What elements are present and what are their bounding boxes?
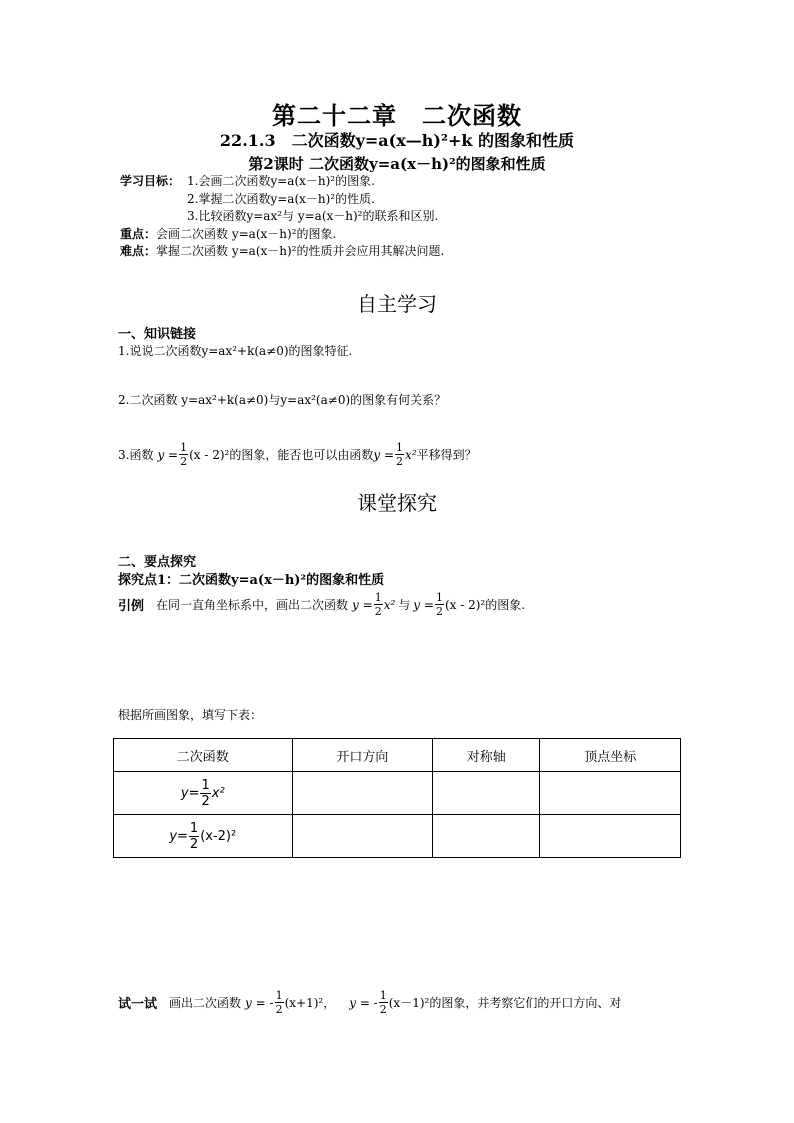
equation-y: y = bbox=[413, 597, 434, 612]
table-row bbox=[114, 815, 681, 858]
section-title: 22.1.3 二次函数y=a(x—h)²+k 的图象和性质 bbox=[219, 131, 575, 150]
key-point-text: 会画二次函数 y=a(x－h)²的图象. bbox=[156, 226, 337, 241]
answer-cell[interactable] bbox=[292, 772, 433, 815]
expression-x-minus-2: (x - 2)² bbox=[444, 597, 486, 612]
fraction-half: $\frac{1}{2}$ bbox=[180, 441, 188, 468]
answer-cell[interactable] bbox=[540, 815, 681, 858]
expression-x-squared: x² bbox=[405, 447, 417, 462]
column-header: 二次函数 bbox=[114, 739, 293, 772]
lesson-title: 第2课时 二次函数y=a(x－h)²的图象和性质 bbox=[248, 155, 546, 173]
explore-point-1: 探究点1：二次函数y=a(x－h)²的图象和性质 bbox=[118, 573, 385, 588]
function-cell: y= $\frac{1}{2}$ (x-2)² bbox=[114, 815, 293, 858]
column-header: 开口方向 bbox=[292, 739, 433, 772]
equation-y: y = bbox=[157, 447, 179, 462]
expression-x-squared: x² bbox=[383, 597, 396, 612]
fraction-half: $\frac{1}{2}$ bbox=[379, 989, 387, 1016]
question-1: 1.说说二次函数y=ax²+k(a≠0)的图象特征. bbox=[118, 344, 353, 358]
example-and: 与 bbox=[398, 598, 411, 612]
objective-item: 2.掌握二次函数y=a(x－h)²的性质. bbox=[187, 191, 375, 206]
answer-cell[interactable] bbox=[433, 815, 540, 858]
try-label: 试一试 bbox=[118, 997, 158, 1012]
separator-comma: ， bbox=[323, 996, 336, 1010]
try-text: 画出二次函数 bbox=[169, 996, 242, 1010]
try-suffix: 的图象，并考察它们的开口方向、对 bbox=[429, 996, 622, 1010]
example-text: 在同一直角坐标系中，画出二次函数 bbox=[156, 598, 349, 612]
answer-cell[interactable] bbox=[433, 772, 540, 815]
knowledge-link-title: 一、知识链接 bbox=[118, 327, 197, 342]
question-3-prefix: 3.函数 bbox=[118, 448, 154, 462]
fraction-half: $\frac{1}{2}$ bbox=[396, 441, 404, 468]
key-point-label: 重点： bbox=[120, 226, 157, 241]
example-line bbox=[118, 592, 525, 617]
fill-in-table bbox=[113, 738, 681, 858]
answer-cell[interactable] bbox=[540, 772, 681, 815]
fraction-half: $\frac{1}{2}$ bbox=[201, 777, 210, 809]
example-label: 引例 bbox=[118, 599, 145, 614]
column-header: 对称轴 bbox=[433, 739, 540, 772]
self-study-heading: 自主学习 bbox=[357, 292, 437, 316]
equation-y: y = bbox=[373, 447, 395, 462]
objective-item: 1.会画二次函数y=a(x－h)²的图象. bbox=[187, 174, 375, 188]
equation-y-negative: y = - bbox=[349, 995, 378, 1010]
question-3-middle: 的图象，能否也可以由函数 bbox=[229, 448, 374, 462]
table-row bbox=[114, 772, 681, 815]
question-3-suffix: 平移得到？ bbox=[416, 448, 477, 462]
fraction-half: $\frac{1}{2}$ bbox=[275, 989, 283, 1016]
column-header: 顶点坐标 bbox=[540, 739, 681, 772]
fraction-half: $\frac{1}{2}$ bbox=[189, 820, 199, 852]
fraction-half: $\frac{1}{2}$ bbox=[435, 591, 443, 618]
answer-cell[interactable] bbox=[292, 815, 433, 858]
question-3 bbox=[118, 442, 477, 467]
difficulty-text: 掌握二次函数 y=a(x－h)²的性质并会应用其解决问题. bbox=[156, 244, 445, 258]
objective-item: 3.比较函数y=ax²与 y=a(x－h)²的联系和区别. bbox=[187, 209, 439, 223]
try-line bbox=[118, 990, 621, 1015]
class-explore-heading: 课堂探究 bbox=[357, 491, 437, 515]
objectives-block bbox=[120, 173, 444, 261]
expression-x-minus-1: (x－1)² bbox=[388, 996, 430, 1010]
question-2: 2.二次函数 y=ax²+k(a≠0)与y=ax²(a≠0)的图象有何关系？ bbox=[118, 393, 447, 407]
expression-x-minus-2: (x - 2)² bbox=[189, 447, 230, 462]
function-cell: y= $\frac{1}{2}$ x² bbox=[114, 772, 293, 815]
fraction-half: $\frac{1}{2}$ bbox=[374, 591, 382, 618]
expression-x-plus-1: (x+1)² bbox=[284, 995, 324, 1010]
table-intro: 根据所画图象，填写下表： bbox=[118, 708, 263, 722]
difficulty-label: 难点： bbox=[120, 244, 157, 258]
equation-y-negative: y = - bbox=[245, 995, 274, 1010]
table-header-row bbox=[114, 739, 681, 772]
chapter-title: 第二十二章 二次函数 bbox=[272, 101, 522, 130]
objectives-label: 学习目标： bbox=[120, 174, 181, 188]
equation-y: y = bbox=[352, 597, 373, 612]
key-points-title: 二、要点探究 bbox=[118, 555, 197, 570]
example-suffix: 的图象. bbox=[485, 598, 526, 612]
